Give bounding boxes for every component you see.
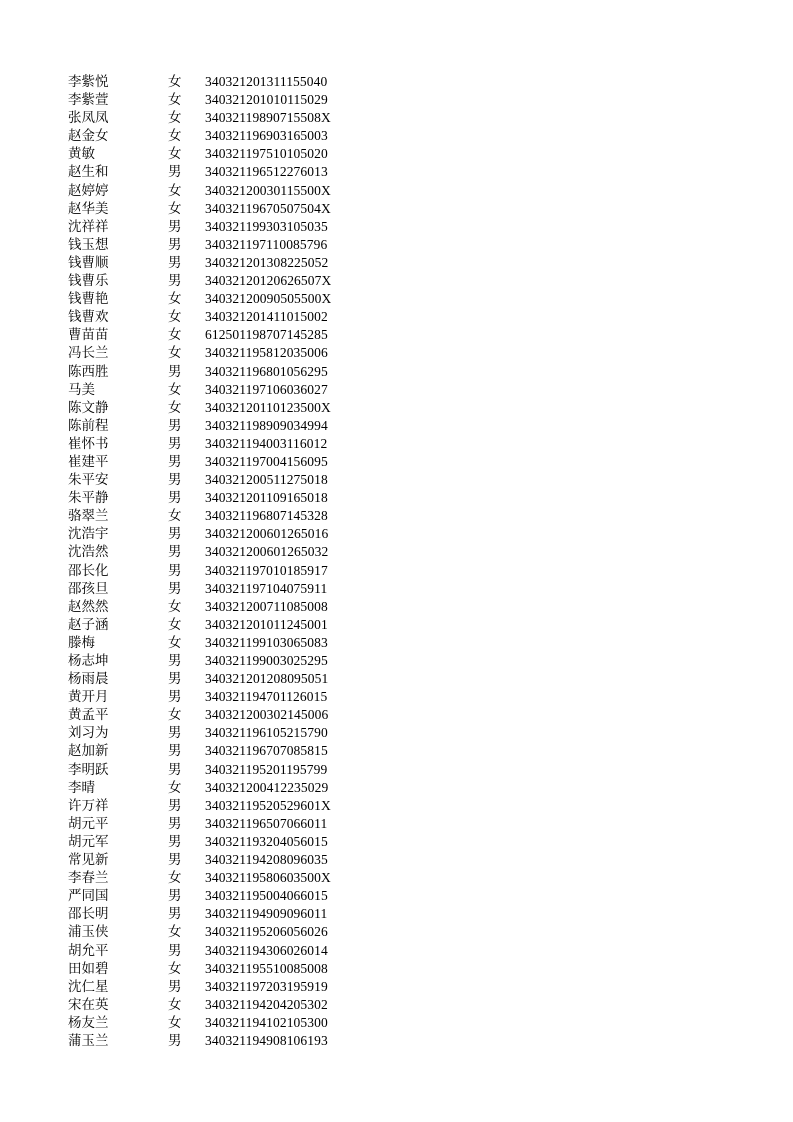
gender-cell: 女 <box>168 327 182 344</box>
name-cell: 黄孟平 <box>68 707 109 724</box>
gender-cell: 男 <box>168 544 182 561</box>
gender-cell: 男 <box>168 852 182 869</box>
id-number-cell: 340321200711085008 <box>205 598 328 614</box>
gender-cell: 男 <box>168 472 182 489</box>
gender-cell: 男 <box>168 797 182 814</box>
id-number-cell: 34032120110123500X <box>205 399 331 415</box>
table-row <box>68 1032 368 1050</box>
id-number-cell: 340321195510085008 <box>205 960 328 976</box>
table-row <box>68 761 368 779</box>
id-number-cell: 34032119670507504X <box>205 200 331 216</box>
name-cell: 李晴 <box>68 779 95 796</box>
gender-cell: 女 <box>168 345 182 362</box>
id-number-cell: 340321194701126015 <box>205 689 328 705</box>
name-cell: 陈西胜 <box>68 363 109 380</box>
name-cell: 常见新 <box>68 852 109 869</box>
table-row <box>68 272 368 290</box>
name-cell: 李明跃 <box>68 761 109 778</box>
id-number-cell: 340321195812035006 <box>205 345 328 361</box>
id-number-cell: 340321196105215790 <box>205 725 328 741</box>
id-number-cell: 340321196903165003 <box>205 128 328 144</box>
id-number-cell: 340321193204056015 <box>205 833 328 849</box>
name-cell: 邵长化 <box>68 562 109 579</box>
gender-cell: 男 <box>168 815 182 832</box>
id-number-cell: 340321197110085796 <box>205 236 328 252</box>
gender-cell: 女 <box>168 707 182 724</box>
name-cell: 杨雨晨 <box>68 671 109 688</box>
id-number-cell: 340321201109165018 <box>205 490 328 506</box>
name-cell: 浦玉侠 <box>68 924 109 941</box>
gender-cell: 女 <box>168 616 182 633</box>
gender-cell: 男 <box>168 580 182 597</box>
id-number-cell: 340321200601265032 <box>205 544 329 560</box>
gender-cell: 男 <box>168 254 182 271</box>
id-number-cell: 340321196801056295 <box>205 363 328 379</box>
gender-cell: 男 <box>168 978 182 995</box>
table-row <box>68 634 368 652</box>
gender-cell: 男 <box>168 218 182 235</box>
gender-cell: 男 <box>168 236 182 253</box>
name-cell: 严同国 <box>68 888 109 905</box>
id-number-cell: 340321194204205302 <box>205 996 328 1012</box>
gender-cell: 男 <box>168 526 182 543</box>
table-row <box>68 688 368 706</box>
table-row <box>68 724 368 742</box>
table-row <box>68 978 368 996</box>
name-cell: 李春兰 <box>68 870 109 887</box>
table-row <box>68 435 368 453</box>
table-row <box>68 91 368 109</box>
id-number-cell: 340321201311155040 <box>205 74 328 89</box>
name-cell: 胡元平 <box>68 815 109 832</box>
table-row <box>68 942 368 960</box>
id-number-cell: 34032120030115500X <box>205 182 331 198</box>
gender-cell: 女 <box>168 1014 182 1031</box>
gender-cell: 女 <box>168 381 182 398</box>
name-cell: 田如碧 <box>68 960 109 977</box>
table-row <box>68 290 368 308</box>
name-cell: 胡允平 <box>68 942 109 959</box>
table-row <box>68 163 368 181</box>
id-number-cell: 340321194909096011 <box>205 906 328 922</box>
name-cell: 杨友兰 <box>68 1014 109 1031</box>
gender-cell: 男 <box>168 906 182 923</box>
name-cell: 黄开月 <box>68 689 109 706</box>
name-cell: 赵华美 <box>68 200 109 217</box>
table-row <box>68 507 368 525</box>
gender-cell: 男 <box>168 942 182 959</box>
name-cell: 赵加新 <box>68 743 109 760</box>
gender-cell: 女 <box>168 146 182 163</box>
id-number-cell: 340321194003116012 <box>205 435 328 451</box>
table-row <box>68 145 368 163</box>
id-number-cell: 34032120120626507X <box>205 273 332 289</box>
table-row <box>68 598 368 616</box>
table-row <box>68 381 368 399</box>
name-cell: 邵孩旦 <box>68 580 109 597</box>
name-cell: 钱曹艳 <box>68 291 109 308</box>
name-cell: 沈浩宇 <box>68 526 109 543</box>
name-cell: 刘习为 <box>68 725 109 742</box>
table-row <box>68 200 368 218</box>
id-number-cell: 340321195201195799 <box>205 761 328 777</box>
gender-cell: 男 <box>168 417 182 434</box>
name-cell: 马美 <box>68 381 95 398</box>
gender-cell: 男 <box>168 490 182 507</box>
gender-cell: 女 <box>168 291 182 308</box>
gender-cell: 男 <box>168 671 182 688</box>
name-cell: 张凤凤 <box>68 110 109 127</box>
gender-cell: 男 <box>168 888 182 905</box>
gender-cell: 女 <box>168 200 182 217</box>
table-row <box>68 652 368 670</box>
gender-cell: 男 <box>168 653 182 669</box>
table-row <box>68 127 368 145</box>
table-row <box>68 706 368 724</box>
name-cell: 朱平静 <box>68 490 109 507</box>
id-number-cell: 340321197510105020 <box>205 146 328 162</box>
table-row <box>68 1014 368 1032</box>
id-number-cell: 612501198707145285 <box>205 327 328 343</box>
name-cell: 滕梅 <box>68 634 95 651</box>
gender-cell: 女 <box>168 779 182 796</box>
name-cell: 宋在英 <box>68 996 109 1013</box>
id-number-cell: 340321196807145328 <box>205 508 328 524</box>
id-number-cell: 340321195206056026 <box>205 924 328 940</box>
gender-cell: 男 <box>168 761 182 778</box>
gender-cell: 男 <box>168 562 182 579</box>
gender-cell: 男 <box>168 743 182 760</box>
name-cell: 赵然然 <box>68 598 109 615</box>
gender-cell: 男 <box>168 1032 182 1049</box>
gender-cell: 男 <box>168 689 182 706</box>
table-row <box>68 869 368 887</box>
name-cell: 陈文静 <box>68 399 109 416</box>
name-cell: 蒲玉兰 <box>68 1032 109 1049</box>
table-row <box>68 562 368 580</box>
table-row <box>68 363 368 381</box>
name-cell: 沈浩然 <box>68 544 109 561</box>
id-number-cell: 340321197203195919 <box>205 978 328 994</box>
name-cell: 陈前程 <box>68 417 109 434</box>
id-number-cell: 340321196512276013 <box>205 164 328 180</box>
id-number-cell: 340321197104075911 <box>205 580 328 596</box>
name-cell: 胡元军 <box>68 833 109 850</box>
table-row <box>68 996 368 1014</box>
id-number-cell: 340321194908106193 <box>205 1032 328 1048</box>
name-cell: 许万祥 <box>68 797 109 814</box>
id-number-cell: 340321201010115029 <box>205 92 328 108</box>
id-number-cell: 340321200511275018 <box>205 472 328 488</box>
id-number-cell: 340321194306026014 <box>205 942 328 958</box>
table-row <box>68 905 368 923</box>
table-row <box>68 670 368 688</box>
table-row <box>68 182 368 200</box>
id-number-cell: 340321197106036027 <box>205 381 328 397</box>
gender-cell: 女 <box>168 508 182 525</box>
name-cell: 崔建平 <box>68 453 109 470</box>
id-number-cell: 340321201411015002 <box>205 309 328 325</box>
gender-cell: 女 <box>168 128 182 145</box>
table-row <box>68 471 368 489</box>
id-number-cell: 340321194102105300 <box>205 1014 328 1030</box>
gender-cell: 男 <box>168 273 182 290</box>
id-number-cell: 340321200412235029 <box>205 779 329 795</box>
table-row <box>68 254 368 272</box>
id-number-cell: 34032119580603500X <box>205 870 331 886</box>
gender-cell: 女 <box>168 598 182 615</box>
name-cell: 赵婷婷 <box>68 182 109 199</box>
table-row <box>68 797 368 815</box>
name-cell: 沈仁星 <box>68 978 109 995</box>
table-row <box>68 779 368 797</box>
name-cell: 骆翠兰 <box>68 508 109 525</box>
table-row <box>68 399 368 417</box>
id-number-cell: 340321199103065083 <box>205 634 328 650</box>
table-row <box>68 489 368 507</box>
name-cell: 杨志坤 <box>68 653 109 669</box>
table-row <box>68 236 368 254</box>
gender-cell: 男 <box>168 453 182 470</box>
gender-cell: 男 <box>168 725 182 742</box>
id-number-cell: 340321201208095051 <box>205 671 329 687</box>
table-row <box>68 960 368 978</box>
id-number-cell: 340321195004066015 <box>205 888 328 904</box>
table-row <box>68 851 368 869</box>
name-cell: 黄敏 <box>68 146 95 163</box>
id-number-cell: 340321201011245001 <box>205 616 328 632</box>
name-cell: 朱平安 <box>68 472 109 489</box>
gender-cell: 女 <box>168 870 182 887</box>
name-cell: 崔怀书 <box>68 435 109 452</box>
name-cell: 曹苗苗 <box>68 327 109 344</box>
id-number-cell: 340321197004156095 <box>205 453 328 469</box>
gender-cell: 女 <box>168 110 182 127</box>
gender-cell: 女 <box>168 182 182 199</box>
table-row <box>68 742 368 760</box>
name-cell: 赵生和 <box>68 164 109 181</box>
table-row <box>68 815 368 833</box>
gender-cell: 女 <box>168 960 182 977</box>
table-row <box>68 344 368 362</box>
table-row <box>68 887 368 905</box>
id-number-cell: 340321199003025295 <box>205 653 328 668</box>
id-number-cell: 340321201308225052 <box>205 254 329 270</box>
name-cell: 赵金女 <box>68 128 109 145</box>
gender-cell: 女 <box>168 399 182 416</box>
table-row <box>68 417 368 435</box>
id-number-cell: 34032119520529601X <box>205 797 331 813</box>
gender-cell: 男 <box>168 435 182 452</box>
table-row <box>68 308 368 326</box>
id-number-cell: 340321198909034994 <box>205 417 328 433</box>
name-cell: 钱曹顺 <box>68 254 109 271</box>
id-number-cell: 340321197010185917 <box>205 562 328 578</box>
id-number-cell: 340321199303105035 <box>205 218 328 234</box>
name-cell: 沈祥祥 <box>68 218 109 235</box>
name-cell: 赵子涵 <box>68 616 109 633</box>
table-row <box>68 525 368 543</box>
name-cell: 钱曹乐 <box>68 273 109 290</box>
gender-cell: 女 <box>168 74 182 90</box>
name-cell: 李紫悦 <box>68 74 109 90</box>
name-cell: 李紫萱 <box>68 92 109 109</box>
gender-cell: 女 <box>168 92 182 109</box>
gender-cell: 男 <box>168 833 182 850</box>
table-row <box>68 616 368 634</box>
gender-cell: 女 <box>168 634 182 651</box>
table-row <box>68 453 368 471</box>
roster-table <box>68 73 368 1050</box>
id-number-cell: 340321196707085815 <box>205 743 328 759</box>
id-number-cell: 340321200601265016 <box>205 526 329 542</box>
gender-cell: 男 <box>168 164 182 181</box>
table-row <box>68 543 368 561</box>
id-number-cell: 340321196507066011 <box>205 815 328 831</box>
gender-cell: 男 <box>168 363 182 380</box>
name-cell: 钱曹欢 <box>68 309 109 326</box>
name-cell: 邵长明 <box>68 906 109 923</box>
name-cell: 冯长兰 <box>68 345 109 362</box>
table-row <box>68 218 368 236</box>
name-cell: 钱玉想 <box>68 236 109 253</box>
gender-cell: 女 <box>168 996 182 1013</box>
id-number-cell: 340321194208096035 <box>205 852 328 868</box>
gender-cell: 女 <box>168 309 182 326</box>
id-number-cell: 34032120090505500X <box>205 291 332 307</box>
table-row <box>68 326 368 344</box>
gender-cell: 女 <box>168 924 182 941</box>
id-number-cell: 34032119890715508X <box>205 110 331 126</box>
table-row <box>68 73 368 91</box>
id-number-cell: 340321200302145006 <box>205 707 329 723</box>
table-row <box>68 833 368 851</box>
table-row <box>68 109 368 127</box>
table-row <box>68 580 368 598</box>
table-row <box>68 923 368 941</box>
